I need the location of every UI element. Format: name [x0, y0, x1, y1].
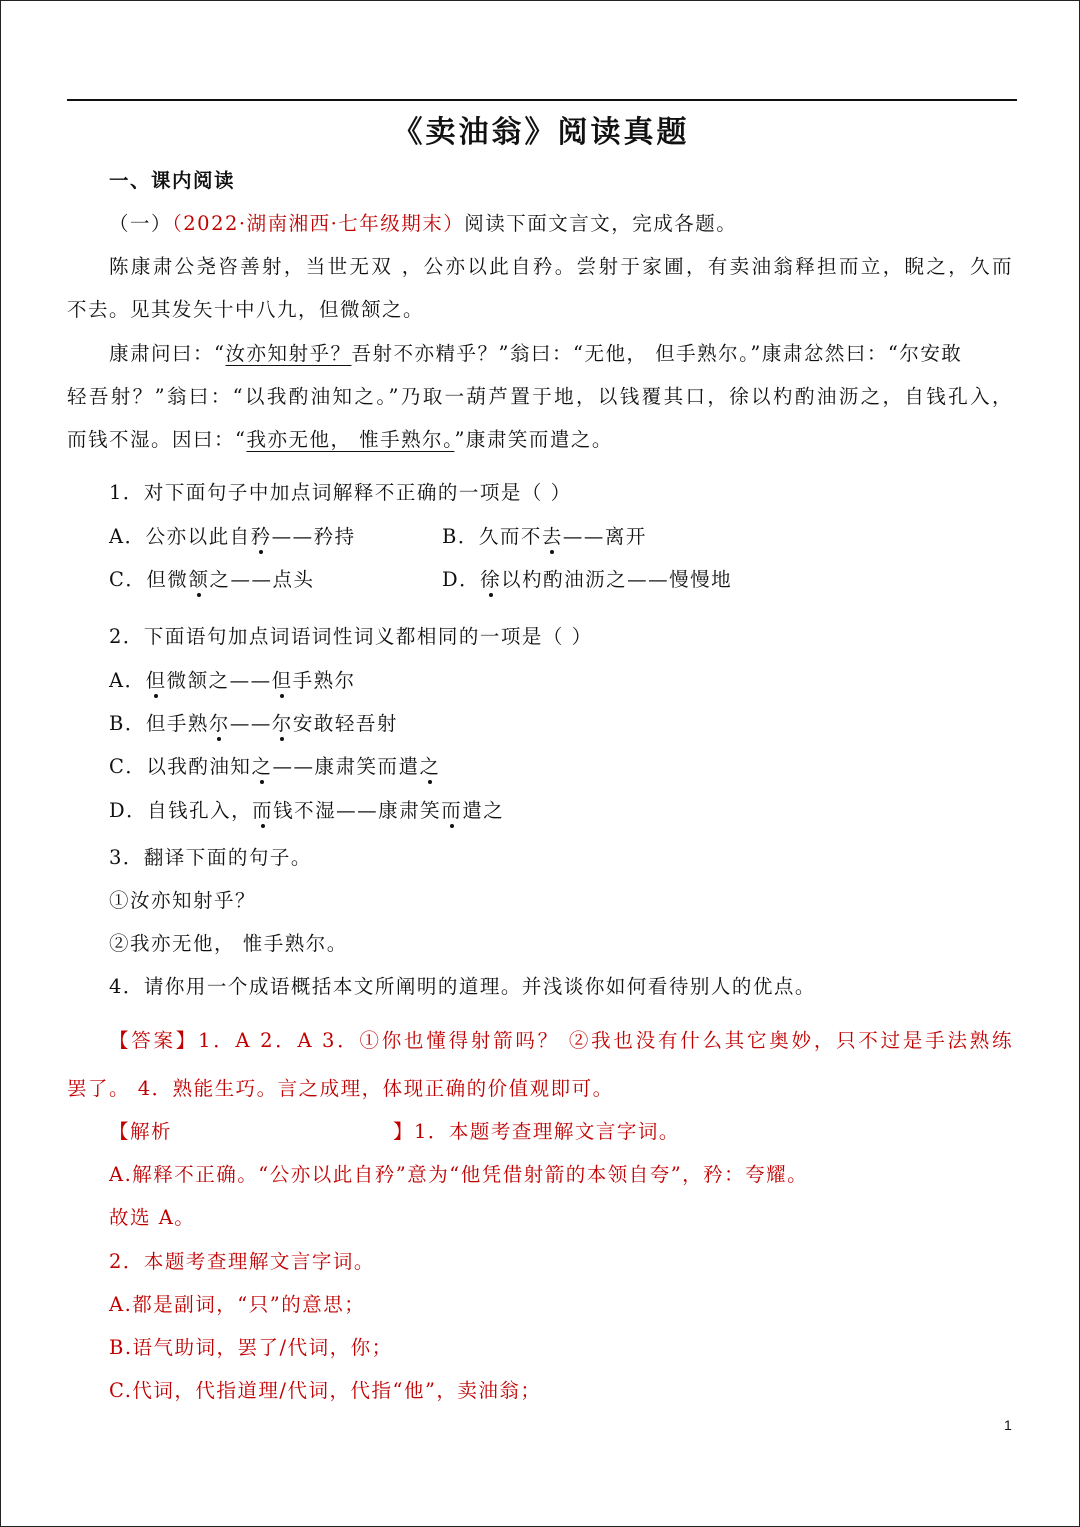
option-text: 钱不湿——康肃笑	[273, 799, 442, 822]
question-1-option-c	[109, 566, 314, 594]
analysis-line-1: A.解释不正确。“公亦以此自矜”意为“他凭借射箭的本领自夸”，矜：夸耀。	[109, 1163, 809, 1186]
option-text: 手熟尔	[292, 669, 356, 692]
header-rule	[67, 99, 1017, 101]
option-label: B．	[109, 712, 146, 735]
option-text: 但微	[146, 568, 189, 591]
analysis-line-5: B.语气助词，罢了/代词，你；	[109, 1336, 393, 1359]
option-label: C．	[109, 755, 147, 778]
passage-p2-line1	[109, 340, 962, 368]
analysis-label: 【解析	[109, 1120, 173, 1143]
analysis-line-4: A.都是副词，“只”的意思；	[109, 1293, 366, 1316]
option-text: 安敢轻吾射	[292, 712, 398, 735]
dotted-word: 但	[271, 669, 293, 692]
passage-p2-line2: 轻吾射？”翁曰：“以我酌油知之。”乃取一葫芦置于地，以钱覆其口，徐以杓酌油沥之，自钱孔入，	[67, 385, 1013, 408]
passage-text: ”康肃笑而遣之。	[454, 428, 613, 451]
option-text: ——康肃笑而遣	[272, 755, 420, 778]
page-title: 《卖油翁》阅读真题	[392, 115, 690, 150]
option-text: 以我酌油知	[146, 755, 252, 778]
intro-instruction: 阅读下面文言文，完成各题。	[464, 212, 738, 235]
answer-line-1: 【答案】1．A 2．A 3．①你也懂得射箭吗？ ②我也没有什么其它奥妙，只不过是手法熟练	[109, 1029, 1013, 1052]
option-text: 微颔之——	[166, 669, 272, 692]
dotted-word: 尔	[271, 712, 293, 735]
option-label: D．	[442, 568, 481, 591]
question-1-option-a	[109, 523, 356, 551]
passage-p1-line2: 不去。见其发矢十中八九，但微颔之。	[67, 298, 425, 321]
option-label: C．	[109, 568, 147, 591]
dotted-word: 尔	[208, 712, 230, 735]
passage-p2-line3	[67, 426, 613, 454]
passage-text: 而钱不湿。因曰：“	[67, 428, 247, 451]
option-label: A．	[109, 525, 146, 548]
passage-p1-line1: 陈康肃公尧咨善射，当世无双 ，公亦以此自矜。尝射于家圃，有卖油翁释担而立，睨之，久而	[109, 255, 1013, 278]
passage-text: 康肃问曰：“	[109, 342, 226, 365]
option-text: 但手熟	[145, 712, 209, 735]
question-3-stem: 3．翻译下面的句子。	[109, 846, 312, 869]
question-2-stem: 2．下面语句加点词语词性词义都相同的一项是（ ）	[109, 625, 593, 648]
option-text: 以杓酌油沥之——慢慢地	[501, 568, 733, 591]
underlined-sentence-1: 汝亦知射乎？	[225, 342, 352, 365]
dotted-word: 之	[251, 755, 273, 778]
passage-text: 吾射不亦精乎？”翁曰：“无他， 但手熟尔。”康肃忿然曰：“尔安敢	[351, 342, 963, 365]
option-text: 之——点头	[209, 568, 315, 591]
option-text: ——离开	[562, 525, 647, 548]
underlined-sentence-2: 我亦无他， 惟手熟尔。	[246, 428, 455, 451]
option-text: ——矜持	[271, 525, 356, 548]
option-label: D．	[109, 799, 148, 822]
question-2-option-b	[109, 710, 398, 738]
dotted-word: 颔	[188, 568, 210, 591]
question-3-sentence-1: ①汝亦知射乎？	[109, 889, 257, 912]
intro-prefix: （一）	[109, 212, 173, 235]
dotted-word: 徐	[480, 568, 502, 591]
question-2-option-c	[109, 753, 440, 781]
option-text: 久而不	[478, 525, 542, 548]
page-number: 1	[1004, 1417, 1012, 1433]
section-heading: 一、课内阅读	[109, 169, 236, 192]
question-2-option-d	[109, 797, 504, 825]
question-2-option-a	[109, 667, 356, 695]
question-1-option-b	[442, 523, 647, 551]
option-text: 遣之	[462, 799, 505, 822]
question-3-sentence-2: ②我亦无他， 惟手熟尔。	[109, 932, 348, 955]
analysis-label-end: 】1．本题考查理解文言字词。	[393, 1120, 680, 1143]
dotted-word: 而	[441, 799, 463, 822]
question-4-stem: 4．请你用一个成语概括本文所阐明的道理。并浅谈你如何看待别人的优点。	[109, 975, 816, 998]
dotted-word: 之	[419, 755, 441, 778]
analysis-line-6: C.代词，代指道理/代词，代指“他”，卖油翁；	[109, 1379, 542, 1402]
option-text: 公亦以此自	[145, 525, 251, 548]
analysis-line-2: 故选 A。	[109, 1206, 196, 1229]
question-1-stem: 1．对下面句子中加点词解释不正确的一项是（ ）	[109, 481, 572, 504]
option-text: 自钱孔入，	[147, 799, 253, 822]
dotted-word: 矜	[250, 525, 272, 548]
dotted-word: 而	[252, 799, 274, 822]
intro-line	[109, 210, 737, 238]
dotted-word: 但	[145, 669, 167, 692]
option-label: A．	[109, 669, 146, 692]
option-text: ——	[229, 712, 272, 735]
question-source: （2022·湖南湘西·七年级期末）	[172, 212, 465, 235]
answer-line-2: 罢了。 4．熟能生巧。言之成理，体现正确的价值观即可。	[67, 1077, 614, 1100]
analysis-line-3: 2．本题考查理解文言字词。	[109, 1250, 375, 1273]
option-label: B．	[442, 525, 479, 548]
question-1-option-d	[442, 566, 732, 594]
dotted-word: 去	[541, 525, 563, 548]
